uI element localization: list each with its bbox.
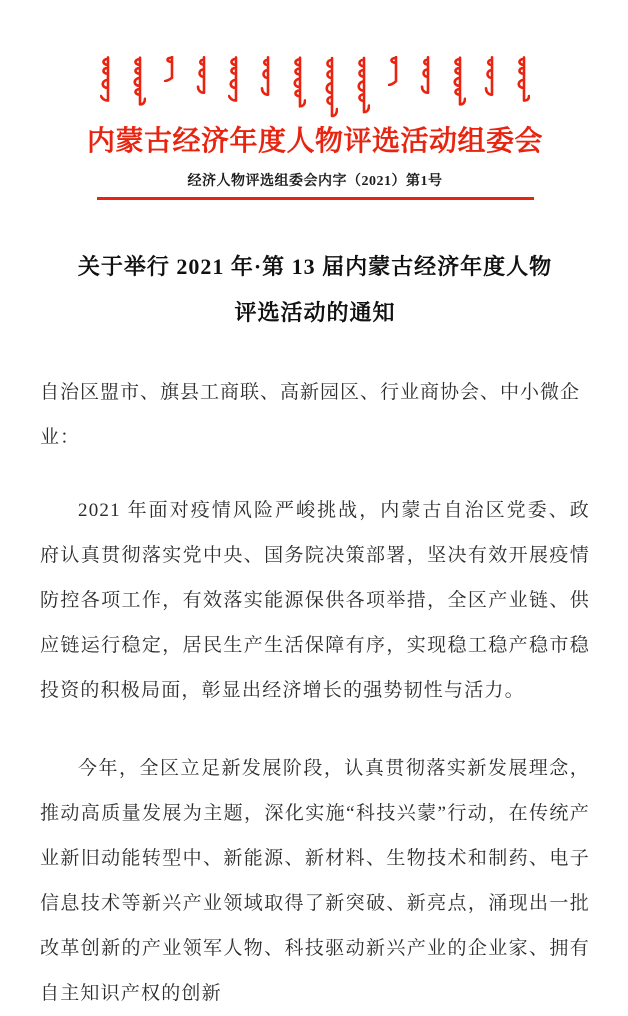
doc-number: 经济人物评选组委会内字（2021）第1号	[187, 174, 443, 189]
mongolian-glyph-icon	[452, 56, 466, 106]
document-title	[40, 244, 590, 336]
body-paragraph: 今年，全区立足新发展阶段，认真贯彻落实新发展理念，推动高质量发展为主题，深化实施“科技兴蒙”行动，在传统产业新旧动能转型中、新能源、新材料、生物技术和制药、电子信息技术等新兴产业领域取得了新突破、新亮点，涌现出一批改革创新的产业领军人物、科技驱动新兴产业的企业家、拥有自主知识产权的创新	[40, 758, 590, 1004]
mongolian-glyph-icon	[420, 56, 434, 94]
org-title: 内蒙古经济年度人物评选活动组委会	[86, 126, 543, 157]
mongolian-glyph-icon	[260, 56, 274, 96]
addressee-line: 自治区盟市、旗县工商联、高新园区、行业商协会、中小微企业：	[40, 382, 581, 448]
document-title-line2: 评选活动的通知	[234, 300, 396, 325]
mongolian-glyph-icon	[324, 56, 338, 118]
letterhead	[40, 56, 590, 200]
document-title-line1: 关于举行 2021 年·第 13 届内蒙古经济年度人物	[77, 254, 553, 279]
mongolian-glyph-icon	[196, 56, 210, 94]
body-paragraph: 2021 年面对疫情风险严峻挑战，内蒙古自治区党委、政府认真贯彻落实党中央、国务院决策部署，坚决有效开展疫情防控各项工作，有效落实能源保供各项举措，全区产业链、供应链运行稳定，居民生产生活保障有序，实现稳工稳产稳市稳投资的积极局面，彰显出经济增长的强势韧性与活力。	[40, 500, 590, 701]
mongolian-script-banner-icon	[40, 56, 590, 120]
mongolian-glyph-icon	[100, 56, 114, 102]
mongolian-glyph-icon	[132, 56, 146, 106]
header-divider	[97, 197, 534, 200]
mongolian-glyph-icon	[228, 56, 242, 102]
mongolian-glyph-icon	[356, 56, 370, 114]
mongolian-glyph-icon	[292, 56, 306, 108]
mongolian-glyph-icon	[388, 56, 402, 86]
mongolian-glyph-icon	[164, 56, 178, 82]
mongolian-glyph-icon	[484, 56, 498, 96]
mongolian-glyph-icon	[516, 56, 530, 102]
document-page	[0, 56, 628, 1004]
